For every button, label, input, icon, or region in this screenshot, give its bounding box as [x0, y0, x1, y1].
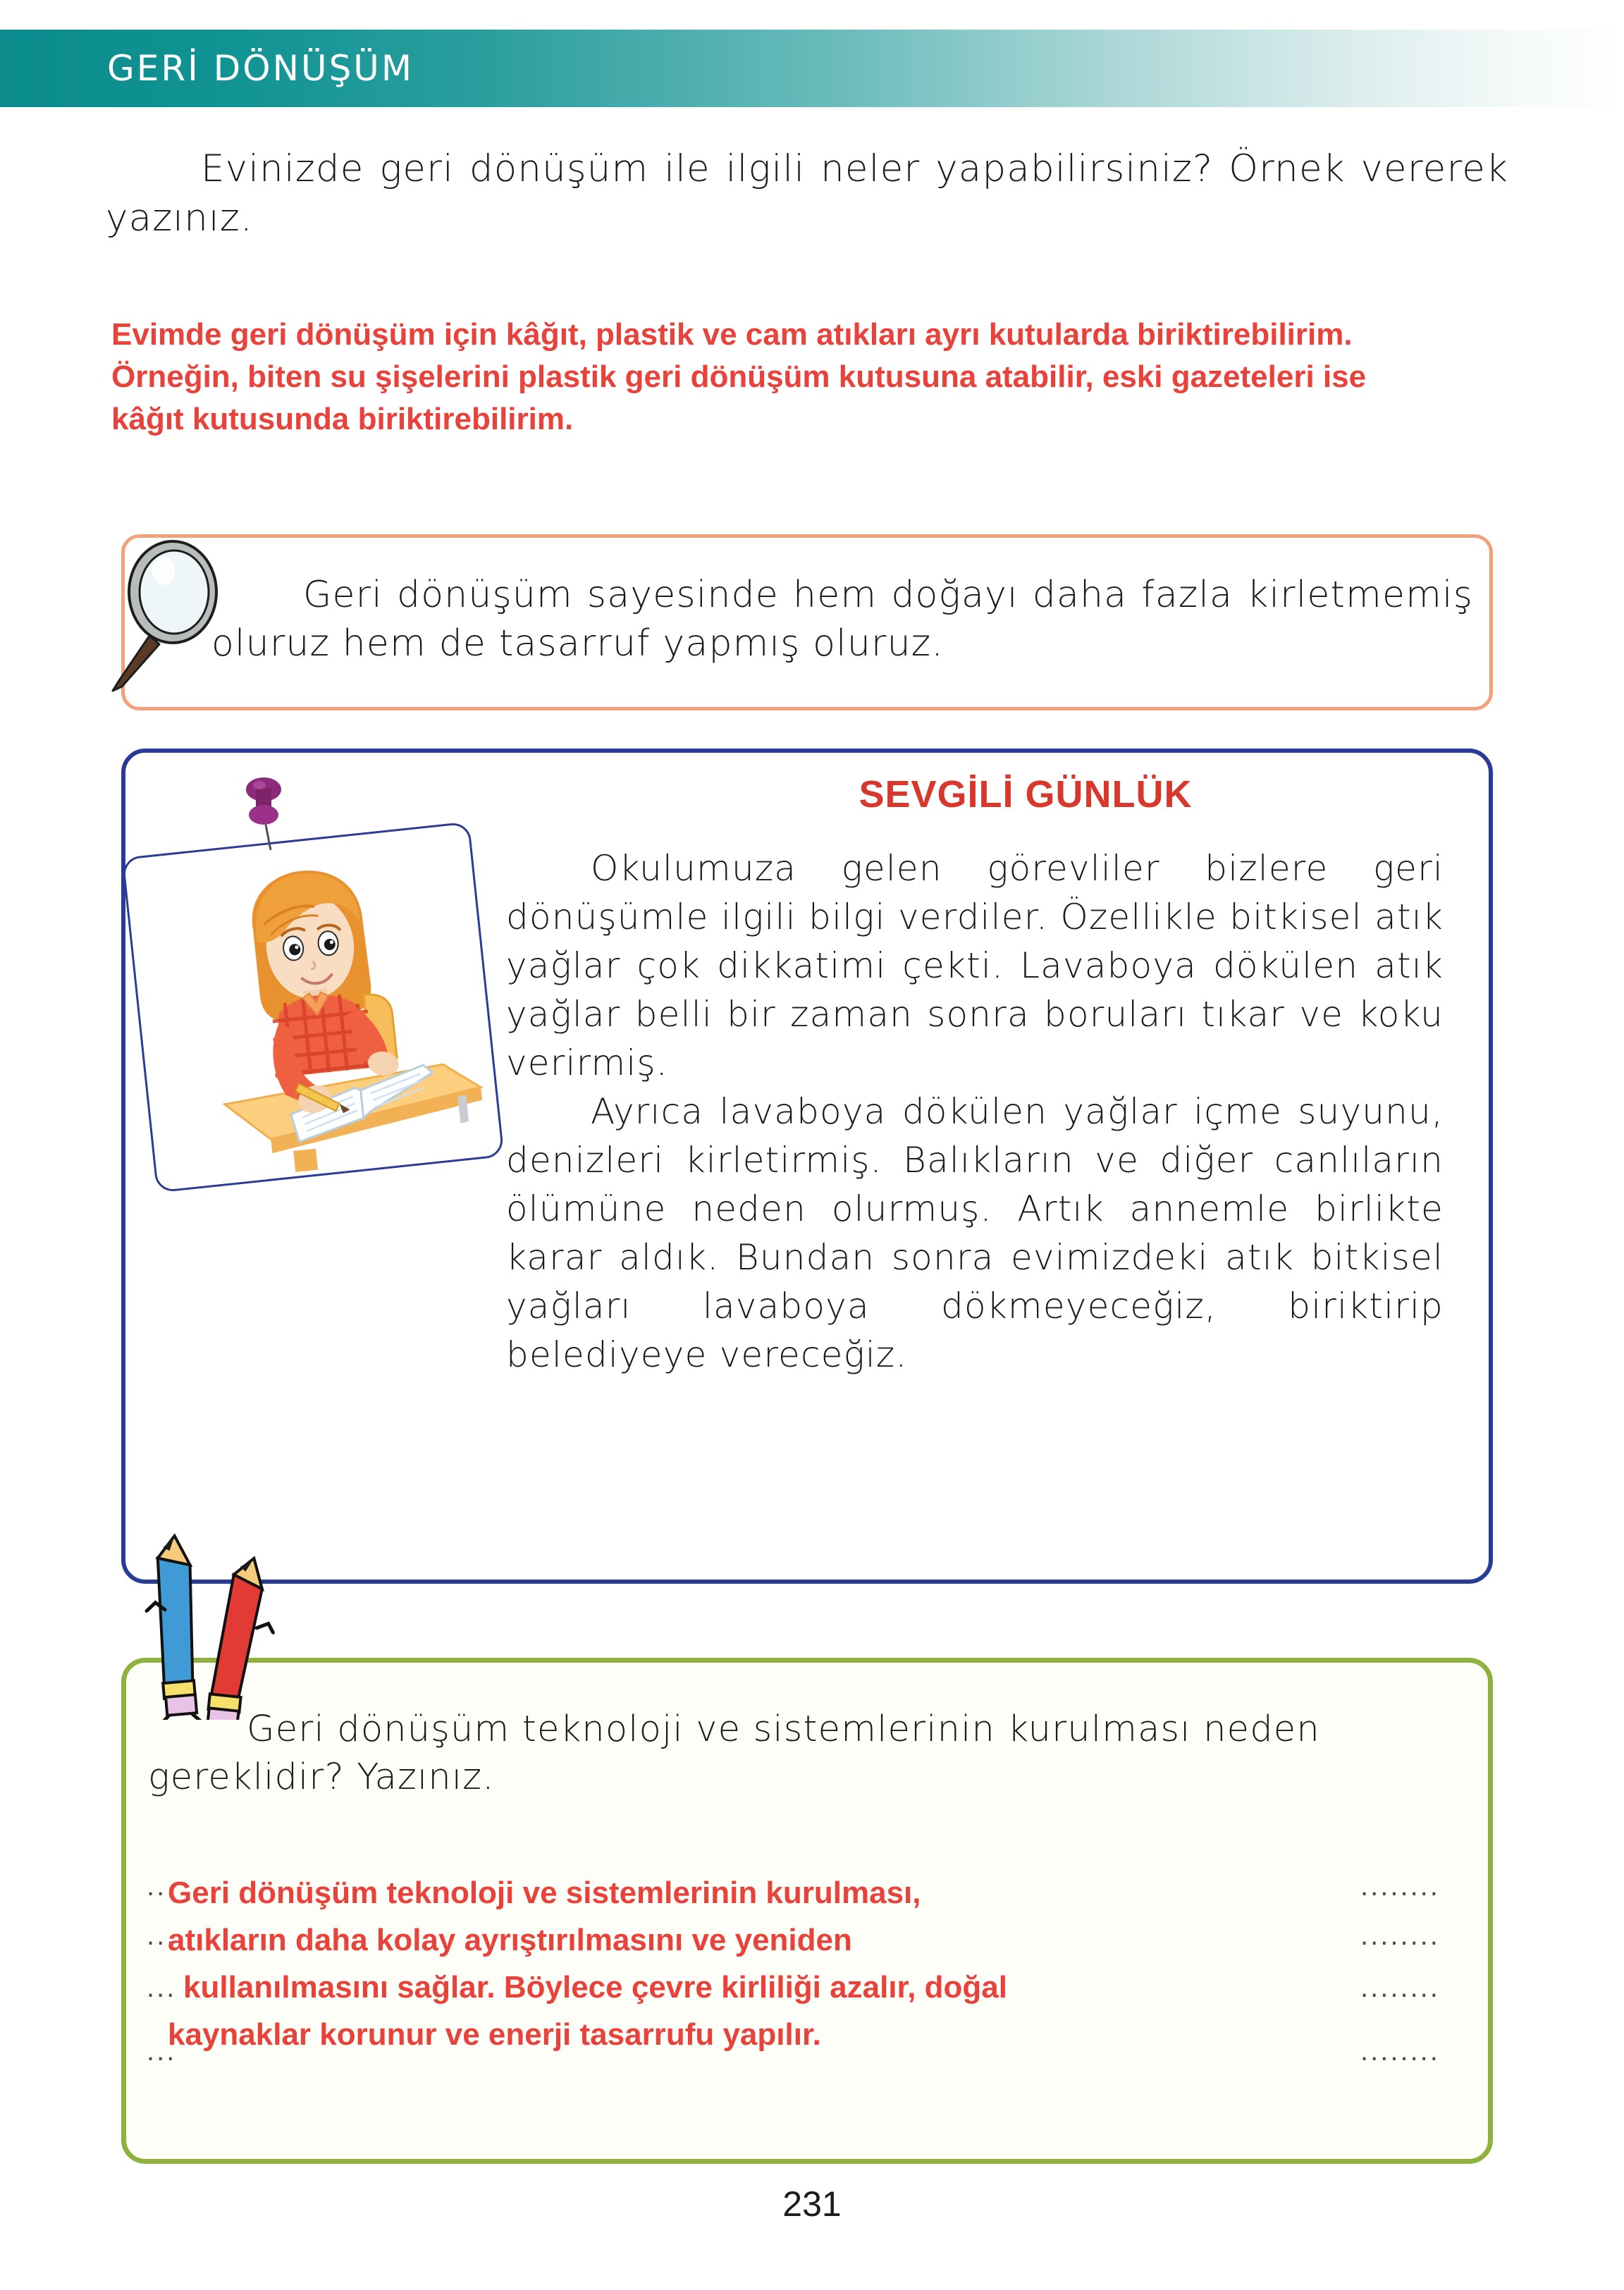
diary-paragraph: Okulumuza gelen görevliler bizlere geri dönüşümle ilgili bilgi verdiler. Özellikle bitkisel atık yağlar çok dikkatimi çekti. Lavaboya dökülen atık yağlar belli bir zaman sonra boruları tıkar ve koku verirmiş.: [506, 848, 1444, 1083]
diary-paragraph: Ayrıca lavaboya dökülen yağlar içme suyunu, denizleri kirletirmiş. Balıkların ve diğer canlıların ölümüne neden olurmuş. Artık annemle birlikte karar aldık. Bundan sonra evimizdeki atık bitkisel yağları lavaboya dökmeyeceğiz, biriktirip belediyeye vereceğiz.: [506, 1091, 1444, 1375]
girl-writing-at-desk-image: [121, 821, 504, 1193]
answer-line: atıkların daha kolay ayrıştırılmasını ve yeniden: [168, 1922, 852, 1957]
answer-rule-dot-left: ...: [147, 1871, 177, 1902]
answer-rule-dot-right: ........: [1360, 2036, 1440, 2067]
purple-pushpin-icon: [233, 774, 296, 851]
answer-rule-dot-right: ........: [1360, 1920, 1440, 1951]
activity-question-text: Geri dönüşüm teknoloji ve sistemlerinin kurulması neden gereklidir? Yazınız.: [148, 1709, 1320, 1799]
page-number: 231: [782, 2184, 842, 2224]
answer-rule-dot-left: ...: [147, 1972, 177, 2003]
answer-rule-dot-left: ...: [147, 2036, 177, 2067]
student-answer-two: [168, 1870, 1359, 2059]
answer-rule-dot-right: ........: [1360, 1871, 1440, 1902]
answer-rule-dot-right: ........: [1360, 1972, 1440, 2003]
diary-body-text: [506, 844, 1444, 1379]
intro-question-text: Evinizde geri dönüşüm ile ilgili neler yapabilirsiniz? Örnek vererek yazınız.: [106, 147, 1508, 240]
diary-title: SEVGİLİ GÜNLÜK: [859, 773, 1193, 815]
answer-line: Geri dönüşüm teknoloji ve sistemlerinin kurulması,: [168, 1876, 921, 1910]
two-pencils-image: [131, 1522, 293, 1720]
answer-line: kullanılmasını sağlar. Böylece çevre kirliliği azalır, doğal: [183, 1969, 1007, 2005]
magnifier-icon: [99, 537, 240, 699]
student-answer-one: Evimde geri dönüşüm için kâğıt, plastik ve cam atıkları ayrı kutularda biriktirebilirim. Örneğin, biten su şişelerini plastik geri dönüşüm kutusuna atabilir, eski gazeteleri ise kâğıt kutusunda biriktirebilirim.: [111, 317, 1367, 436]
answer-rule-dot-left: ...: [147, 1920, 177, 1951]
page-title: GERİ DÖNÜŞÜM: [107, 48, 414, 89]
answer-line: kaynaklar korunur ve enerji tasarrufu yapılır.: [168, 2017, 821, 2052]
info-callout-text: Geri dönüşüm sayesinde hem doğayı daha fazla kirletmemiş oluruz hem de tasarruf yapmış oluruz.: [211, 574, 1473, 665]
